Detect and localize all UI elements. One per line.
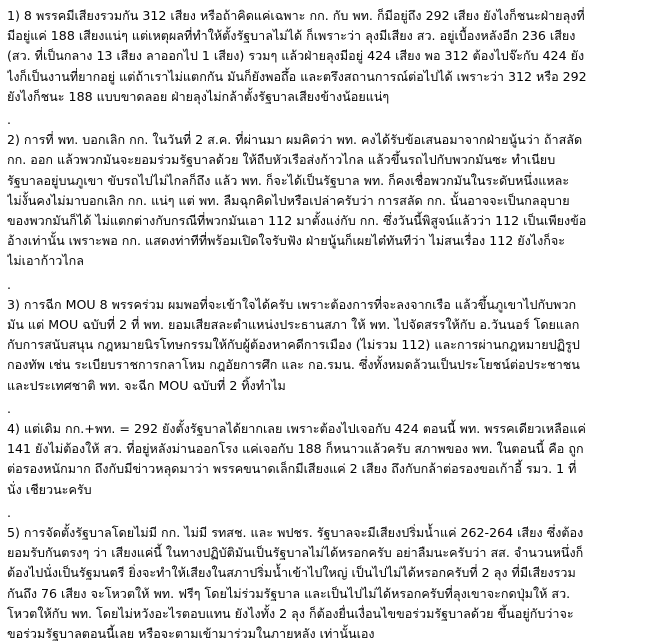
text-line: มีอยู่แค่ 188 เสียงแน่ๆ แต่เหตุผลที่ทำให้ตั้งรัฐบาลไม่ได้ ก็เพราะว่า ลุงมีเสียง สว. อยู่เบื้องหลังอีก 236 เสียง — [7, 28, 576, 44]
paragraph-2 — [7, 130, 664, 295]
text-line: และประเทศชาติ พท. จะฉีก MOU ฉบับที่ 2 ทิ้งทำไม — [7, 377, 286, 393]
text-line: 1) 8 พรรคมีเสียงรวมกัน 312 เสียง หรือถ้าคิดแค่เฉพาะ กก. กับ พท. ก็มีอยู่ถึง 292 เสียง ยังไงก็ชนะฝ่ายลุงที่ — [7, 8, 585, 23]
text-line: ของพวกมันก็ได้ ไม่แตกต่างกับกรณีที่พวกมันเอา 112 มาตั้งแง่กับ กก. ซึ่งวันนี้พิสูจน์แล้วว่า 112 เป็นเพียงข้อ — [7, 213, 587, 229]
text-line: ต่อรองหนักมาก ถึงกับมีข่าวหลุดมาว่า พรรคขนาดเล็กมีเสียงแค่ 2 เสียง ถึงกับกล้าต่อรองขอเก้าอี้ รมว. 1 ที่ — [7, 461, 577, 477]
paragraph-separator: . — [7, 112, 12, 128]
text-line: ไงก็เป็นงานที่ยากอยู่ แต่ถ้าเราไม่แตกกัน มันก็ยังพอถึ้อ และตรึงสถานการณ์ต่อไปได้ เพราะว่า 312 หรือ 292 — [7, 68, 587, 84]
paragraph-separator: . — [7, 504, 12, 520]
text-line: (สว. ที่เป็นกลาง 13 เสียง ลาออกไป 1 เสียง) รวมๆ แล้วฝ่ายลุงมีอยู่ 424 เสียง พอ 312 ต้องไปจ๊ะกับ 424 ยัง — [7, 48, 585, 64]
paragraph-3 — [7, 295, 664, 419]
paragraph-separator: . — [7, 400, 12, 416]
text-line: 4) แต่เดิม กก.+พท. = 292 ยังตั้งรัฐบาลได้ยากเลย เพราะต้องไปเจอกับ 424 ตอนนี้ พท. พรรคเดียวเหลือแค่ — [7, 421, 586, 437]
text-line: 2) การที่ พท. บอกเลิก กก. ในวันที่ 2 ส.ค. ที่ผ่านมา ผมคิดว่า พท. คงได้รับข้อเสนอมาจากฝ่ายนู้นว่า ถ้าสลัด — [7, 132, 583, 148]
text-line: อ้างเท่านั้น เพราะพอ กก. แสดงท่าทีที่พร้อมเปิดใจรับฟัง ฝ่ายนู้นก็เผยไต๋ทันทีว่า ไม่สนเรื่อง 112 ยังไงก็จะ — [7, 233, 566, 249]
text-line: นั่ง เชียวนะครับ — [7, 481, 92, 497]
paragraph-5 — [7, 523, 664, 644]
text-line: ไม่งั้นคงไม่มาบอกเลิก กก. แน่ๆ แต่ พท. ลืมฉุกคิดไปหรือเปล่าครับว่า การสลัด กก. นั้นอาจจะเป็นกลอุบาย — [7, 192, 570, 208]
text-line: 3) การฉีก MOU 8 พรรคร่วม ผมพอที่จะเข้าใจได้ครับ เพราะต้องการที่จะลงจากเรือ แล้วขึ้นภูเขาไปกับพวก — [7, 296, 577, 312]
text-line: กก. ออก แล้วพวกมันจะยอมร่วมรัฐบาลด้วย ให้ถีบหัวเรือส่งก้าวไกล แล้วขึ้นรถไปกับพวกมันซะ ทำเนียบ — [7, 152, 556, 168]
text-line: ยังไงก็ชนะ 188 แบบขาดลอย ฝ่ายลุงไม่กล้าตั้งรัฐบาลเสียงข้างน้อยแน่ๆ — [7, 88, 390, 104]
paragraph-separator: . — [7, 276, 12, 292]
text-line: รัฐบาลอยู่บนภูเขา ขับรถไปไม่ไกลก็ถึง แล้ว พท. ก็จะได้เป็นรัฐบาล พท. ก็คงเชื่อพวกมันในระดับหนึ่งแหละ — [7, 172, 570, 188]
paragraph-4 — [7, 419, 664, 523]
text-line: 5) การจัดตั้งรัฐบาลโดยไม่มี กก. ไม่มี รทสช. และ พปชร. รัฐบาลจะมีเสียงปริ่มน้ำแค่ 262-264 เสียง ซึ่งต้อง — [7, 525, 584, 541]
text-line: กองทัพ เช่น ระเบียบราชการกลาโหม กฎอัยการศึก และ กอ.รมน. ซึ่งทั้งหมดล้วนเป็นประโยชน์ต่อประชาชน — [7, 357, 580, 373]
text-line: กับการสนับสนุน กฎหมายนิรโทษกรรมให้กับผู้ต้องหาคดีการเมือง (ไม่รวม 112) และการผ่านกฎหมายปฏิรูป — [7, 337, 580, 353]
text-line: ไม่เอาก้าวไกล — [7, 253, 85, 269]
text-line: กันถึง 76 เสียง จะโหวตให้ พท. ฟรีๆ โดยไม่ร่วมรัฐบาล และเป็นไปไม่ได้หรอกครับที่ลุงเขาจะกดปุ่มให้ สว. — [7, 585, 571, 601]
text-line: ต้องไปนั่งเป็นรัฐมนตรี ยิ่งจะทำให้เสียงในสภาปริ่มน้ำเข้าไปใหญ่ เป็นไปไม่ได้หรอกครับที่ 2 ลุง ที่มีเสียงรวม — [7, 565, 576, 581]
text-line: 141 ยังไม่ต้องให้ สว. ที่อยู่หลังม่านออกโรง แค่เจอกับ 188 ก็หนาวแล้วครับ สภาพของ พท. ในตอนนี้ คือ ถูก — [7, 441, 584, 457]
text-line: ขอร่วมรัฐบาลตอนนี้เลย หรือจะตามเข้ามาร่วมในภายหลัง เท่านั้นเอง — [7, 626, 375, 642]
text-line: โหวตให้กับ พท. โดยไม่หวังอะไรตอบแทน ยังไงทั้ง 2 ลุง ก็ต้องยื่นเงื่อนไขขอร่วมรัฐบาลด้วย ขึ้นอยู่กับว่าจะ — [7, 605, 574, 621]
text-line: ยอมรับกันตรงๆ ว่า เสียงแค่นี้ ในทางปฏิบัติมันเป็นรัฐบาลไม่ได้หรอกครับ อย่าลืมนะครับว่า สส. จำนวนหนึ่งก็ — [7, 545, 584, 561]
paragraph-1 — [7, 6, 664, 130]
text-line: มัน แต่ MOU ฉบับที่ 2 ที่ พท. ยอมเสียสละตำแหน่งประธานสภา ให้ พท. ไปจัดสรรให้กับ อ.วันนอร์ โดยแลก — [7, 317, 580, 333]
